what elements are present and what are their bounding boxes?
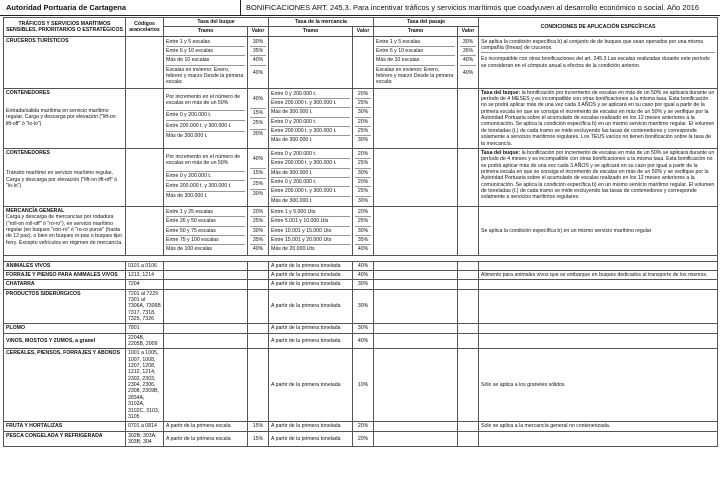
pasaje-valor-cell	[458, 280, 479, 289]
row-name: PLOMO	[4, 324, 126, 333]
valor-text: 40%	[250, 56, 266, 65]
pasaje-tramo-cell	[374, 36, 458, 88]
valor-text: 30%	[355, 108, 371, 117]
condiciones-cell	[479, 431, 718, 447]
tramo-text: Entre 1 y 5.000 Uts	[271, 208, 350, 217]
col-tramo: Tramo	[374, 27, 458, 36]
row-name: FRUTA Y HORTALIZAS	[4, 422, 126, 431]
row-name-cell	[4, 88, 126, 148]
merc-tramo-cell: A partir de la primera tonelada	[269, 280, 353, 289]
pasaje-tramo-cell	[374, 270, 458, 279]
pasaje-valor-cell	[458, 324, 479, 333]
table-row	[4, 36, 718, 88]
condicion-label: Tasa del buque:	[481, 89, 521, 96]
merc-valor-cell: 40%	[353, 333, 374, 349]
row-name-cell	[4, 148, 126, 206]
tramo-text: Entre 6 y 10 escalas	[376, 47, 455, 56]
col-tasa-pasaje: Tasa del pasaje	[374, 18, 479, 27]
valor-text: 25%	[250, 217, 266, 226]
condiciones-cell	[479, 324, 718, 333]
row-desc: Entrada/salida marítima en servicio marítimo regular, Carga y descarga por elevación ("lift-on lift-off" ó "lo-lo")	[6, 108, 116, 127]
tramo-text: Entre 5.001 y 10.000 Uts	[271, 217, 350, 226]
tramo-text: Entre 200.000 t. y 300.000 t.	[271, 187, 350, 196]
table-row	[4, 88, 718, 148]
merc-valor-cell: 40%	[353, 270, 374, 279]
pasaje-valor-cell	[458, 270, 479, 279]
row-name: CONTENEDORES	[6, 89, 50, 96]
tramo-text: Entre 0 y 200.000 t.	[271, 178, 350, 187]
bonificaciones-table	[3, 17, 718, 447]
tramo-text: Más de 300.000 t.	[166, 133, 208, 140]
valor-text: 35%	[250, 236, 266, 245]
row-name: VINOS, MOSTOS Y ZUMOS, a granel	[4, 333, 126, 349]
pasaje-valor-cell	[458, 36, 479, 88]
buque-tramo-cell	[164, 88, 248, 148]
valor-text: 40%	[252, 246, 264, 253]
table-row	[4, 280, 718, 289]
table-row	[4, 422, 718, 431]
valor-text: 20%	[355, 150, 371, 159]
valor-text: 25%	[355, 159, 371, 168]
tramo-text: Por incremento en el número de escalas en más de un 50%	[166, 150, 245, 172]
pasaje-valor-cell	[458, 333, 479, 349]
row-codes: 2204B, 2205B, 2009	[126, 333, 164, 349]
buque-valor-cell	[248, 261, 269, 270]
valor-text: 30%	[355, 227, 371, 236]
buque-valor-cell	[248, 333, 269, 349]
condiciones-cell: Sólo se aplica a los graneles sólidos	[479, 349, 718, 422]
buque-tramo-cell	[164, 333, 248, 349]
valor-text: 30%	[357, 137, 369, 144]
row-name: PRODUCTOS SIDERÚRGICOS	[4, 289, 126, 324]
valor-text: 15%	[250, 169, 266, 178]
tramo-text: Más de 300.000 t.	[166, 193, 208, 200]
valor-text: 40%	[250, 150, 266, 169]
pasaje-valor-cell	[458, 206, 479, 255]
row-name: CRUCEROS TURÍSTICOS	[4, 36, 126, 88]
row-codes	[126, 206, 164, 255]
buque-tramo-cell	[164, 261, 248, 270]
col-tasa-mercancia: Tasa de la mercancía	[269, 18, 374, 27]
row-name: PESCA CONGELADA Y REFRIGERADA	[4, 431, 126, 447]
buque-valor-cell	[248, 280, 269, 289]
col-valor: Valor	[353, 27, 374, 36]
condiciones-cell: Alimento para animales vivos que se embarque en buques dedicados al transporte de los mismos.	[479, 270, 718, 279]
buque-valor-cell	[248, 349, 269, 422]
buque-tramo-cell	[164, 36, 248, 88]
tramo-text: Entre 1 y 5 escalas	[166, 38, 245, 47]
tramo-text: Entre 26 y 50 escalas	[166, 217, 245, 226]
row-desc: Carga y descarga de mercancías por rodadura ("roll-on roll-off" ó "ro-ro"), en servicio marítimo regular (en buques "con-ro" ó "ro-ro puros" (hasta de 12 pax), o bien en buques ro-pax o buques tipo ferry. Excepto vehículos en régimen de mercancía.	[6, 214, 123, 246]
table-row	[4, 324, 718, 333]
valor-text: 40%	[250, 90, 266, 109]
tramo-text: Entre 200.000 t. y 300.000 t.	[271, 99, 350, 108]
col-valor: Valor	[248, 27, 269, 36]
valor-text: 40%	[462, 69, 474, 76]
merc-valor-cell	[353, 206, 374, 255]
merc-valor-cell: 30%	[353, 280, 374, 289]
pasaje-valor-cell	[458, 349, 479, 422]
tramo-text: Entre 10.001 y 15.000 Uts	[271, 227, 350, 236]
merc-tramo-cell	[269, 148, 353, 206]
buque-tramo-cell	[164, 148, 248, 206]
header-row-1	[4, 18, 718, 27]
tramo-text: Entre 0 y 200.000 t.	[271, 90, 350, 99]
tramo-text: Escalas en invierno: Enero, febrero y marzo Desde la primera escala:	[166, 66, 244, 86]
valor-text: 25%	[250, 179, 266, 190]
row-name: FORRAJE Y PIENSO PARA ANIMALES VIVOS	[4, 270, 126, 279]
row-name: CEREALES, PIENSOS, FORRAJES Y ABONOS	[4, 349, 126, 422]
condiciones-cell	[479, 333, 718, 349]
buque-tramo-cell	[164, 289, 248, 324]
pasaje-tramo-cell	[374, 261, 458, 270]
tramo-text: Entre 15.001 y 20.000 Uts	[271, 236, 350, 245]
merc-valor-cell: 20%	[353, 422, 374, 431]
buque-valor-cell	[248, 206, 269, 255]
merc-tramo-cell: A partir de la primera tonelada	[269, 422, 353, 431]
col-tramo: Tramo	[269, 27, 353, 36]
merc-valor-cell	[353, 148, 374, 206]
pasaje-tramo-cell	[374, 349, 458, 422]
tramo-text: Más de 300.000 t.	[271, 169, 350, 178]
table-row	[4, 206, 718, 255]
buque-tramo-cell	[164, 324, 248, 333]
tramo-text: Más de 10 escalas	[166, 56, 245, 65]
tramo-text: Entre 0 y 200.000 t.	[271, 150, 350, 159]
tramo-text: Más de 20.000 Uts	[271, 246, 315, 253]
tramo-text: Entre 0 y 200.000 t.	[271, 118, 350, 127]
buque-valor-cell	[248, 88, 269, 148]
condicion-text: la bonificación por incremento de escalas en más de un 50% se aplicará durante un período de 4 MESES y es incompatible con otras bonificaciones a la misma tasa. Esta bonificación no se podrá aplicar más de una vez cada 3 AÑOS y se aplicará en su caso por igual a partir de la primera escala en que se consiga el incremento de escalas en más de un 50% y se verifique por la Autoridad Portuaria sobre el acumulado de escalas realizado en los 12 meses anteriores a la comunicación. Se aplica la condición específica b) en un mismo servicio marítimo regular. El volumen de toneladas (t.) de cada tramo se mide excluyendo las tasas de contenedores y corresponde solamente a servicios marítimos regulares. Los TEUS vacíos no tienen bonificación sobre la tasa de la mercancía.	[481, 89, 715, 147]
tramo-text: Más de 10 escalas	[376, 56, 455, 65]
pasaje-valor-cell	[458, 289, 479, 324]
valor-text: 35%	[460, 47, 476, 56]
merc-valor-cell: 20%	[353, 431, 374, 447]
pasaje-valor-cell	[458, 88, 479, 148]
merc-tramo-cell: A partir de la primera tonelada	[269, 349, 353, 422]
condiciones-cell	[479, 36, 718, 88]
merc-tramo-cell: A partir de la primera tonelada	[269, 289, 353, 324]
table-row	[4, 270, 718, 279]
merc-tramo-cell: A partir de la primera tonelada	[269, 431, 353, 447]
valor-text: 15%	[250, 109, 266, 118]
buque-tramo-cell	[164, 349, 248, 422]
condicion-text: la bonificación por incremento de escalas en más de un 50% se aplicará durante un período de 4 meses y es incompatible con otras bonificaciones a la misma tasa. Esta bonificación no se podrá aplicar más de una vez cada 3 AÑOS y se aplicará en su caso por igual a partir de la primera escala en que se consiga el incremento de escalas en más de un 50% y se verifique por la Autoridad Portuaria sobre el acumulado de escalas realizado en los 12 meses anteriores a la comunicación. Se aplica la condición específica b) en un mismo servicio marítimo regular. El volumen de toneladas (t.) de cada tramo se mide excluyendo las tasas de contenedores y corresponde solamente a servicios marítimos regulares.	[481, 149, 715, 201]
valor-text: 40%	[460, 56, 476, 65]
row-name: MERCANCÍA GENERAL	[6, 207, 65, 214]
row-codes: 1213, 1214	[126, 270, 164, 279]
document-title: BONIFICACIONES ART. 245.3. Para incentivar tráficos y servicios marítimos que coadyuven al desarrollo económico o social. Año 2016	[246, 3, 699, 12]
col-tasa-buque: Tasa del buque	[164, 18, 269, 27]
pasaje-tramo-cell	[374, 324, 458, 333]
tramo-text: Entre 50 y 75 escalas	[166, 227, 245, 236]
merc-tramo-cell: A partir de la primera tonelada	[269, 333, 353, 349]
condiciones-cell	[479, 280, 718, 289]
col-traficos: TRÁFICOS Y SERVICIOS MARÍTIMOS SENSIBLES, PRIORITARIOS O ESTRATÉGICOS	[4, 18, 126, 37]
table-row	[4, 431, 718, 447]
tramo-text: Entre 0 y 200.000 t.	[166, 172, 245, 181]
pasaje-tramo-cell	[374, 280, 458, 289]
valor-text: 30%	[460, 38, 476, 47]
row-name-cell	[4, 206, 126, 255]
valor-text: 30%	[252, 190, 264, 197]
buque-valor-cell	[248, 36, 269, 88]
valor-text: 35%	[250, 47, 266, 56]
valor-text: 30%	[252, 130, 264, 137]
merc-valor-cell: 30%	[353, 289, 374, 324]
valor-text: 30%	[250, 38, 266, 47]
valor-text: 30%	[355, 169, 371, 178]
table-row	[4, 349, 718, 422]
buque-valor-cell	[248, 148, 269, 206]
condiciones-cell: Sólo se aplica a la mercancía general no contenerizada.	[479, 422, 718, 431]
table-row	[4, 261, 718, 270]
tramo-text: Entre 200.000 t. y 300.000 t.	[166, 181, 245, 192]
pasaje-tramo-cell	[374, 333, 458, 349]
buque-tramo-cell: A partir de la primera escala	[164, 431, 248, 447]
buque-tramo-cell	[164, 270, 248, 279]
row-codes	[126, 148, 164, 206]
row-codes: 1001 a 1005, 1007, 1008, 1207, 1208, 1212, 1214, 2302, 2303, 2304, 2306, 2308, 2309B, 2834A, 3102A, 3102C, 3103, 3105	[126, 349, 164, 422]
tramo-text: Entre 1 y 25 escalas	[166, 208, 245, 217]
merc-tramo-cell	[269, 88, 353, 148]
pasaje-tramo-cell	[374, 88, 458, 148]
merc-tramo-cell	[269, 36, 353, 88]
valor-text: 25%	[250, 118, 266, 129]
table-row	[4, 148, 718, 206]
valor-text: 40%	[357, 246, 369, 253]
buque-tramo-cell	[164, 280, 248, 289]
condiciones-cell	[479, 148, 718, 206]
merc-valor-cell: 30%	[353, 324, 374, 333]
condicion-text: Es incompatible con otras bonificaciones del art. 245.3 Las escalas realizadas durante este período se consideran en el cómputo anual a efectos de la condición anterior.	[481, 56, 710, 69]
merc-valor-cell: 10%	[353, 349, 374, 422]
buque-valor-cell	[248, 324, 269, 333]
pasaje-valor-cell	[458, 261, 479, 270]
row-codes: 0701 a 0814	[126, 422, 164, 431]
tramo-text: Entre 75 y 100 escalas	[166, 236, 245, 245]
pasaje-tramo-cell	[374, 431, 458, 447]
condiciones-cell	[479, 261, 718, 270]
col-tramo: Tramo	[164, 27, 248, 36]
valor-text: 25%	[355, 187, 371, 196]
pasaje-valor-cell	[458, 431, 479, 447]
valor-text: 20%	[355, 118, 371, 127]
valor-text: 20%	[355, 90, 371, 99]
condiciones-cell	[479, 88, 718, 148]
valor-text: 35%	[355, 236, 371, 245]
tramo-text: Entre 0 y 200.000 t.	[166, 111, 245, 120]
row-codes: 0101 a 0106	[126, 261, 164, 270]
col-condiciones: CONDICIONES DE APLICACIÓN ESPECÍFICAS	[479, 18, 718, 37]
row-name: ANIMALES VIVOS	[4, 261, 126, 270]
tramo-text: Entre 200.000 t. y 300.000 t.	[166, 121, 245, 132]
table-row	[4, 333, 718, 349]
row-name: CONTENEDORES	[6, 149, 50, 156]
merc-tramo-cell: A partir de la primera tonelada	[269, 324, 353, 333]
table-row	[4, 289, 718, 324]
pasaje-valor-cell	[458, 148, 479, 206]
buque-valor-cell	[248, 289, 269, 324]
row-codes: 7801	[126, 324, 164, 333]
row-codes: 7201 al 7229 7301 al 7306A, 7306B 7317, 7318, 7325, 7326	[126, 289, 164, 324]
pasaje-tramo-cell	[374, 422, 458, 431]
tramo-text: Entre 200.000 t. y 300.000 t.	[271, 159, 350, 168]
page-header	[0, 0, 720, 16]
valor-text: 20%	[250, 208, 266, 217]
merc-valor-cell	[353, 36, 374, 88]
tramo-text: Escalas en invierno: Enero, febrero y marzo Desde la primera escala:	[376, 66, 454, 86]
pasaje-tramo-cell	[374, 206, 458, 255]
valor-text: 20%	[355, 178, 371, 187]
row-desc: Tránsito marítimo en servicio marítimo regular, Carga y descarga por elevación ("lift-on lift-off" ó "lo-lo")	[6, 170, 118, 189]
condicion-text: Se aplica la condición específica b) al conjunto de de buques que sean operados por una misma compañía (líneas) de cruceros.	[481, 38, 715, 54]
valor-text: 20%	[355, 208, 371, 217]
merc-valor-cell: 40%	[353, 261, 374, 270]
merc-tramo-cell	[269, 206, 353, 255]
valor-text: 25%	[355, 99, 371, 108]
row-codes: 7204	[126, 280, 164, 289]
buque-tramo-cell: A partir de la primera escala	[164, 422, 248, 431]
tramo-text: Más de 300.000 t.	[271, 108, 350, 117]
header-divider	[240, 0, 241, 15]
tramo-text: Entre 6 y 10 escalas	[166, 47, 245, 56]
buque-valor-cell: 15%	[248, 422, 269, 431]
buque-valor-cell: 15%	[248, 431, 269, 447]
pasaje-valor-cell	[458, 422, 479, 431]
row-name: CHATARRA	[4, 280, 126, 289]
row-codes	[126, 36, 164, 88]
condicion-label: Tasa del buque:	[481, 149, 521, 156]
condiciones-cell: Se aplica la condición específica b) en un mismo servicio marítimo regular	[479, 206, 718, 255]
merc-valor-cell	[353, 88, 374, 148]
tramo-text: Más de 100 escalas	[166, 246, 213, 253]
tramo-text: Más de 300.000 t.	[271, 137, 313, 144]
col-codigos: Códigos arancelarios	[126, 18, 164, 37]
buque-tramo-cell	[164, 206, 248, 255]
merc-tramo-cell: A partir de la primera tonelada	[269, 270, 353, 279]
valor-text: 25%	[355, 127, 371, 136]
valor-text: 30%	[250, 227, 266, 236]
pasaje-tramo-cell	[374, 148, 458, 206]
buque-valor-cell	[248, 270, 269, 279]
row-codes	[126, 88, 164, 148]
valor-text: 40%	[252, 69, 264, 76]
merc-tramo-cell: A partir de la primera tonelada	[269, 261, 353, 270]
col-valor: Valor	[458, 27, 479, 36]
tramo-text: Por incremento en el número de escalas en más de un 50%	[166, 90, 245, 112]
valor-text: 25%	[355, 217, 371, 226]
row-codes: 302B; 303A; 303B; 304	[126, 431, 164, 447]
authority-name: Autoridad Portuaria de Cartagena	[6, 3, 127, 12]
pasaje-tramo-cell	[374, 289, 458, 324]
tramo-text: Entre 200.000 t. y 300.000 t.	[271, 127, 350, 136]
tramo-text: Entre 1 y 5 escalas	[376, 38, 455, 47]
condiciones-cell	[479, 289, 718, 324]
tramo-text: Más de 300.000 t.	[271, 197, 313, 204]
valor-text: 30%	[357, 197, 369, 204]
